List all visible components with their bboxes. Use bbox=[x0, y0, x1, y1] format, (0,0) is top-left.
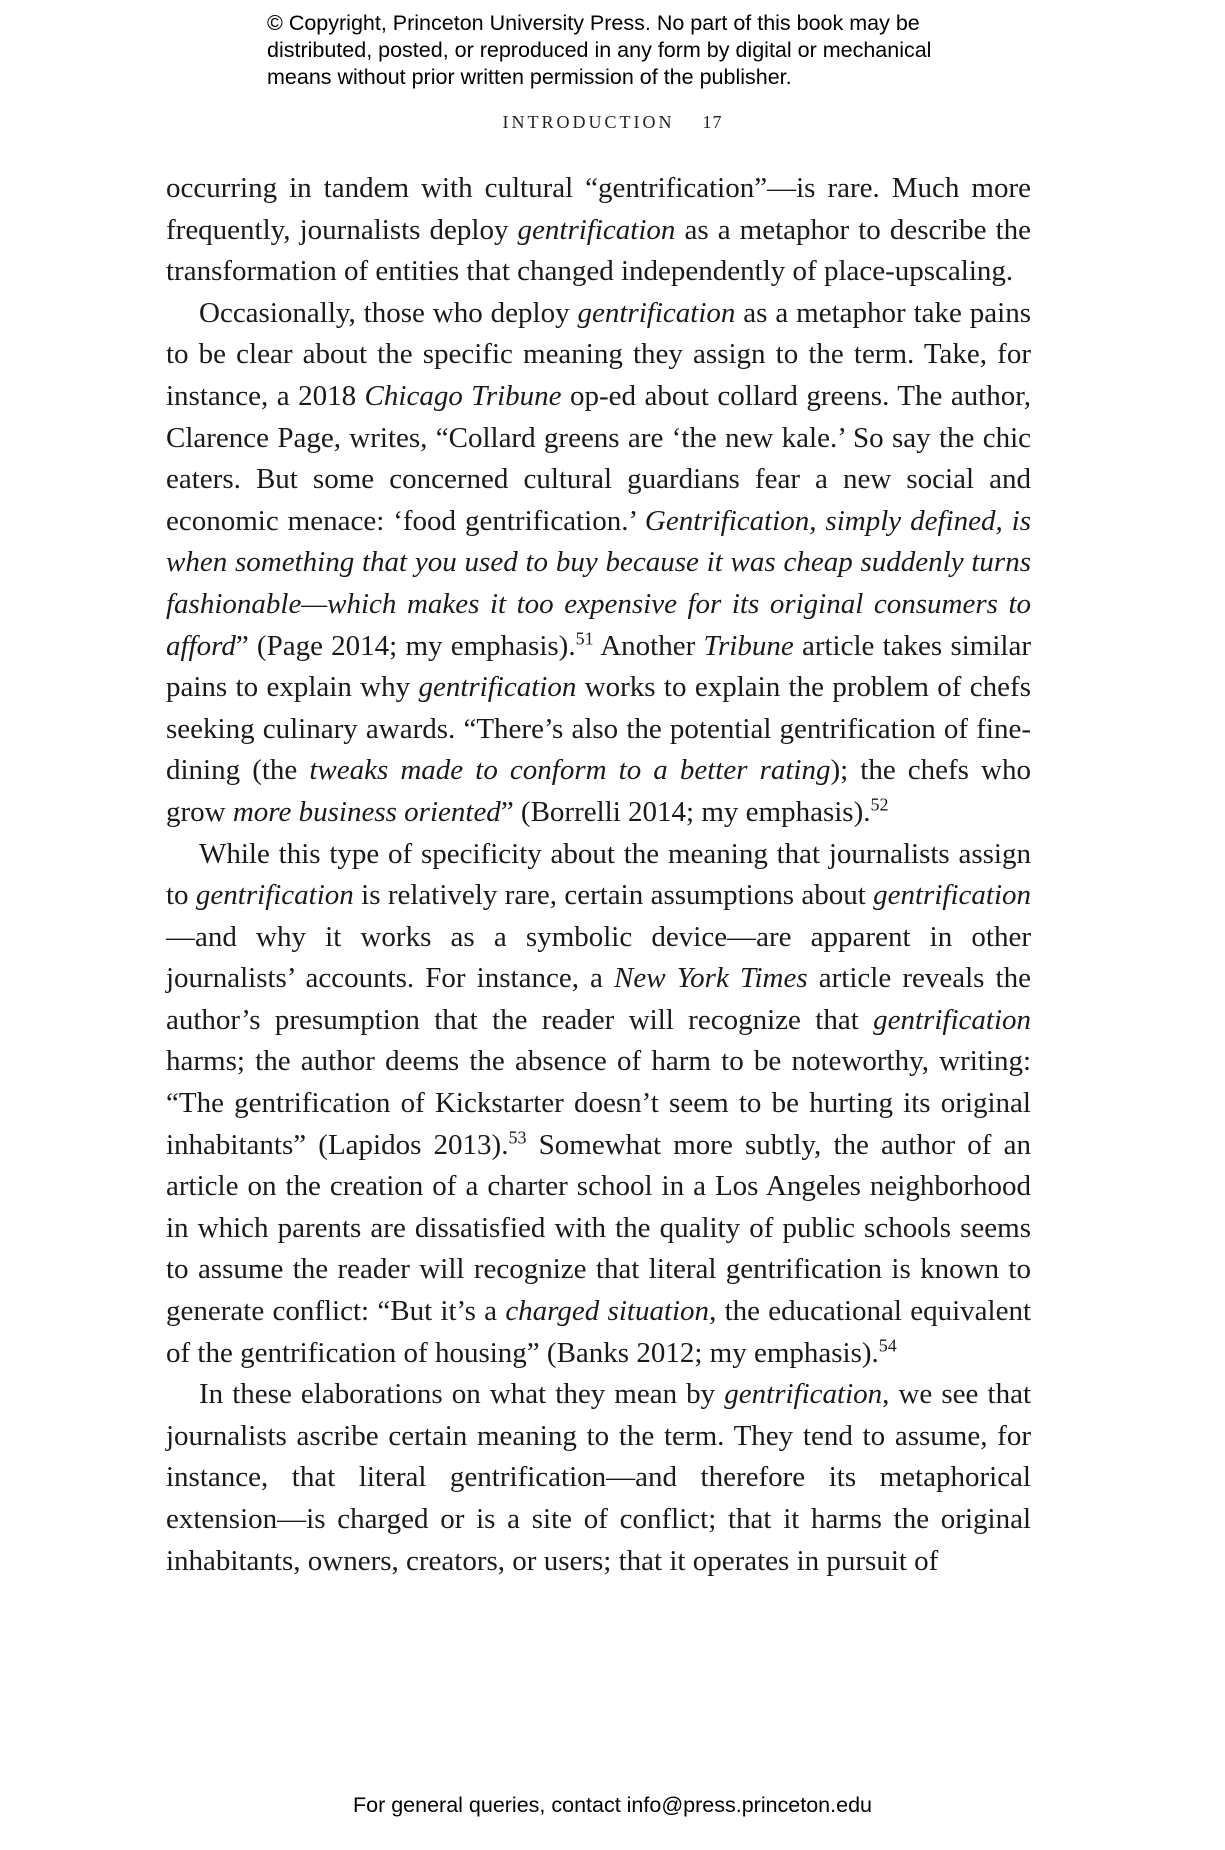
text-run: article reveals the author’s presumption that the reader will recognize that bbox=[166, 962, 1031, 1036]
italic-text: New York Times bbox=[614, 962, 808, 995]
italic-text: Gentrification, simply defined, is when something that you used to buy because it was cheap suddenly turns fashionable—which makes it too expensive for its original consumers to afford bbox=[166, 504, 1031, 662]
footnote-marker: 53 bbox=[508, 1127, 527, 1147]
italic-text: gentrification bbox=[195, 879, 354, 912]
italic-text: gentrification bbox=[724, 1378, 883, 1411]
text-run: Another bbox=[593, 629, 704, 662]
italic-text: charged situation bbox=[505, 1295, 710, 1328]
italic-text: gentrification bbox=[418, 671, 577, 704]
page-number: 17 bbox=[702, 112, 723, 132]
text-run: ” (Page 2014; my emphasis). bbox=[235, 629, 576, 662]
copyright-line: © Copyright, Princeton University Press. No part of this book may be bbox=[267, 11, 920, 35]
running-head bbox=[0, 112, 1225, 133]
italic-text: gentrification bbox=[577, 296, 736, 329]
text-run: article takes similar pains to explain why bbox=[166, 629, 1031, 704]
paragraph bbox=[166, 293, 1031, 834]
text-run: op-ed about collard greens. The author, Clarence Page, writes, “Collard greens are ‘the new kale.’ So say the chic eaters. But some concerned cultural guardians fear a new social and economic menace: ‘food gentrification.’ bbox=[166, 379, 1031, 537]
italic-text: more business oriented bbox=[232, 795, 501, 828]
text-run: as a metaphor to describe the transformation of entities that changed independently of place-upscaling. bbox=[166, 213, 1031, 288]
footer-contact: For general queries, contact info@press.princeton.edu bbox=[352, 1793, 872, 1817]
copyright-line: means without prior written permission of the publisher. bbox=[267, 65, 792, 89]
body-text bbox=[166, 168, 1031, 1582]
text-run: works to explain the problem of chefs seeking culinary awards. “There’s also the potential gentrification of fine-dining (the bbox=[166, 671, 1031, 787]
italic-text: Tribune bbox=[703, 629, 794, 662]
copyright-line: distributed, posted, or reproduced in any form by digital or mechanical bbox=[267, 38, 932, 62]
text-run: While this type of specificity about the meaning that journalists assign to bbox=[166, 837, 1031, 912]
running-head-title: INTRODUCTION bbox=[502, 112, 675, 132]
italic-text: Chicago Tribune bbox=[364, 379, 562, 412]
italic-text: gentrification bbox=[873, 1003, 1031, 1036]
text-run: ); the chefs who grow bbox=[166, 754, 1031, 828]
text-run: occurring in tandem with cultural “gentrification”—is rare. Much more frequently, journalists deploy bbox=[166, 172, 1031, 246]
paragraph bbox=[166, 834, 1031, 1375]
text-run: as a metaphor take pains to be clear about the specific meaning they assign to the term. Take, for instance, a 2018 bbox=[166, 296, 1031, 412]
footnote-marker: 51 bbox=[575, 627, 594, 648]
text-run: ” (Borrelli 2014; my emphasis). bbox=[500, 795, 871, 828]
text-run: , the educational equivalent of the gentrification of housing” (Banks 2012; my emphasis). bbox=[166, 1295, 1032, 1369]
text-run: Somewhat more subtly, the author of an article on the creation of a charter school in a Los Angeles neighborhood in which parents are dissatisfied with the quality of public schools seems to assume the reader will recognize that literal gentrification is known to generate conflict: “But it’s a bbox=[166, 1128, 1031, 1328]
text-run: —and why it works as a symbolic device—are apparent in other journalists’ accounts. For instance, a bbox=[166, 920, 1031, 995]
italic-text: tweaks made to conform to a better rating bbox=[309, 754, 831, 787]
paragraph bbox=[166, 1374, 1031, 1582]
footnote-marker: 54 bbox=[878, 1334, 897, 1355]
italic-text: gentrification bbox=[517, 213, 676, 246]
italic-text: gentrification bbox=[873, 879, 1031, 912]
text-run: In these elaborations on what they mean by bbox=[199, 1378, 725, 1411]
text-run: , we see that journalists ascribe certain meaning to the term. They tend to assume, for instance, that literal gentrification—and therefore its metaphorical extension—is charged or is a site of conflict; that it harms the original inhabitants, owners, creators, or users; that it operates in pursuit of bbox=[166, 1378, 1031, 1577]
text-run: is relatively rare, certain assumptions about bbox=[353, 879, 874, 912]
copyright-notice bbox=[267, 10, 1027, 91]
text-run: harms; the author deems the absence of harm to be noteworthy, writing: “The gentrification of Kickstarter doesn’t seem to be hurting its original inhabitants” (Lapidos 2013). bbox=[166, 1045, 1031, 1161]
text-run: Occasionally, those who deploy bbox=[199, 296, 578, 329]
paragraph bbox=[166, 168, 1031, 293]
footnote-marker: 52 bbox=[870, 794, 889, 815]
